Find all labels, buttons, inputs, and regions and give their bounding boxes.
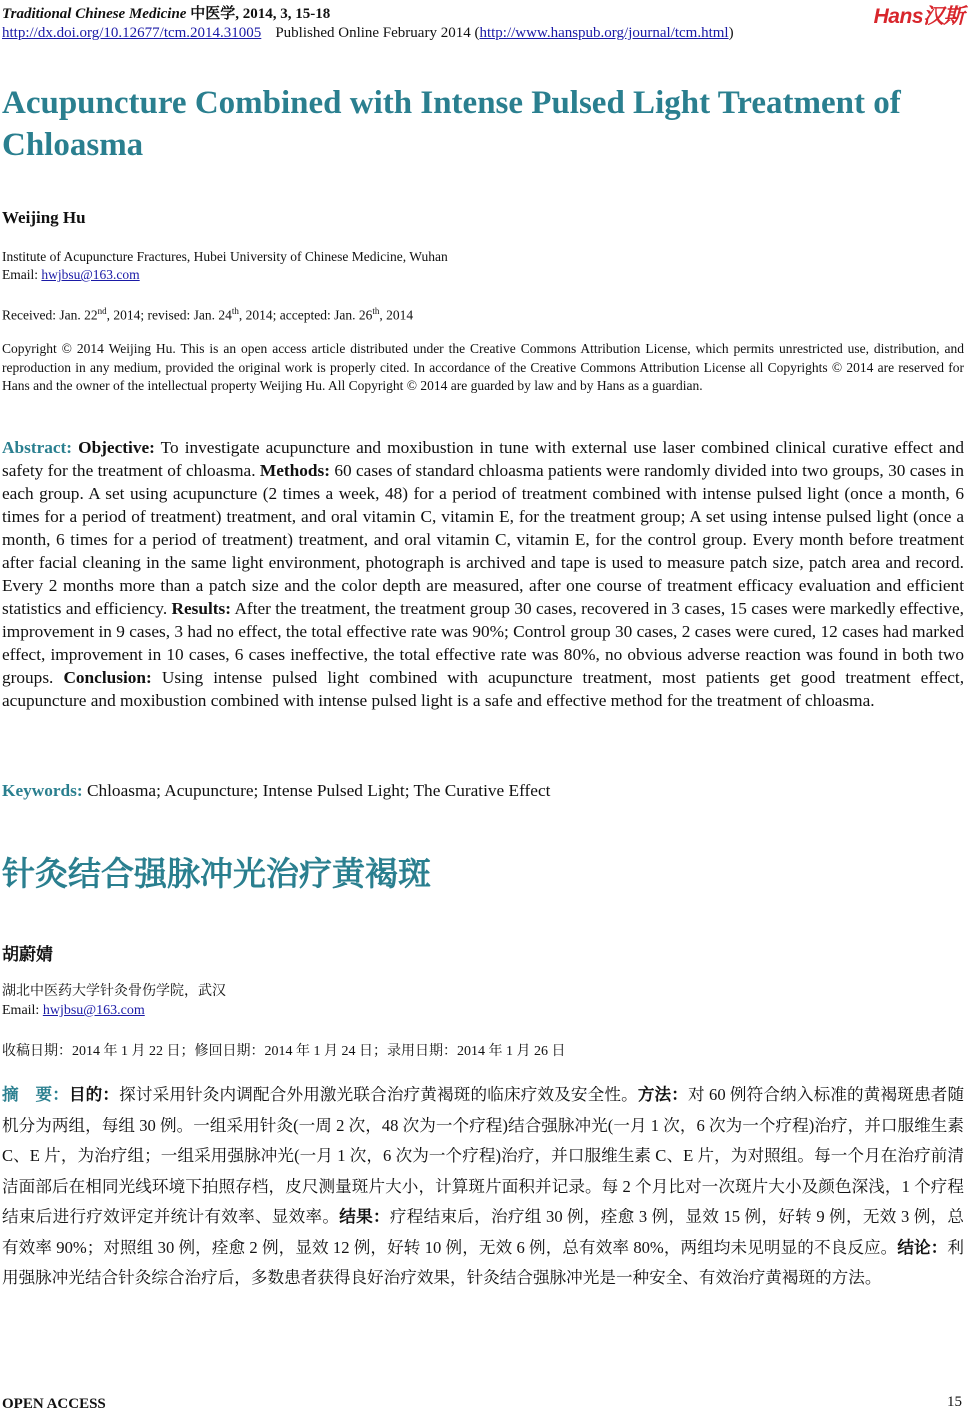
revised-sup: th: [231, 306, 239, 316]
email-link-en[interactable]: hwjbsu@163.com: [41, 267, 140, 282]
dates-suffix: , 2014: [379, 307, 414, 323]
article-title-cn: 针灸结合强脉冲光治疗黄褐斑: [2, 854, 431, 893]
author-cn: 胡蔚婧: [2, 945, 53, 964]
keywords-label: Keywords:: [2, 781, 83, 800]
journal-header: [2, 2, 330, 23]
objective-text: To investigate acupuncture and moxibustion in tune with external use laser combined clinical curative effect and safety for the treatment of chloasma.: [2, 438, 964, 480]
email-line-en: [2, 266, 140, 284]
results-text: After the treatment, the treatment group 30 cases, recovered in 3 cases, 15 cases were markedly effective, improvement in 9 cases, 3 had no effect, the total effective rate was 90%; Control group 30 cases, 2 cases were cured, 12 cases had marked effect, improvement in 10 cases, 6 cases ineffective, the total effective rate was 80%, no obvious adverse reaction was found in both two groups.: [2, 599, 965, 687]
email-link-cn[interactable]: hwjbsu@163.com: [42, 1003, 145, 1018]
dates-en: [2, 302, 413, 325]
results-label: Results:: [171, 599, 232, 618]
affiliation-en: Institute of Acupuncture Fractures, Hubei University of Chinese Medicine, Wuhan: [2, 249, 448, 264]
conclusion-label-cn: 结论：: [897, 1237, 948, 1257]
page-number: 15: [947, 1394, 962, 1410]
email-label: Email:: [2, 267, 42, 282]
abstract-label-cn: 摘 要：: [2, 1085, 69, 1104]
article-title-en: Acupuncture Combined with Intense Pulsed Light Treatment of Chloasma: [2, 85, 901, 163]
received-date: Received: Jan. 22: [2, 307, 98, 323]
journal-citation: , 2014, 3, 15-18: [235, 6, 331, 22]
journal-name: Traditional Chinese Medicine: [2, 6, 187, 22]
dates-cn: 收稿日期：2014 年 1 月 22 日；修回日期：2014 年 1 月 24 日；录用日期：2014 年 1 月 26 日: [2, 1044, 566, 1059]
methods-label-cn: 方法：: [637, 1085, 689, 1104]
methods-text-cn: 对 60 例符合纳入标准的黄褐斑患者随机分为两组，每组 30 例。一组采用针灸(一周 2 次，48 次为一个疗程)结合强脉冲光(一月 1 次，6 次为一个疗程)治疗，并口服维生素 C、E 片，为治疗组；一组采用强脉冲光(一月 1 次，6 次为一个疗程)治疗，并口服维生素 C、E 片，为对照组。每一个月在治疗前清洁面部后在相同光线环境下拍照存档，皮尺测量斑片大小，计算斑片面积并记录。每 2 个月比对一次斑片大小及颜色深浅，1 个疗程结束后进行疗效评定并统计有效率、显效率。: [2, 1085, 965, 1226]
conclusion-text: Using intense pulsed light combined with acupuncture treatment, most patients get good treatment effect, acupuncture and moxibustion combined with intense pulsed light is a safe and effective method for the treatment of chloasma.: [2, 668, 965, 710]
results-label-cn: 结果：: [339, 1207, 390, 1226]
methods-text: 60 cases of standard chloasma patients were randomly divided into two groups, 30 cases in each group. A set using acupuncture (2 times a week, 48) for a period of treatment combined with intense pulsed light (once a month, 6 times for a period of treatment) treatment, and oral vitamin C, vitamin E, for the treatment group; A set using intense pulsed light (once a month, 6 times for a period of treatment) treatment, and oral vitamin C, vitamin E, for the control group. Every month before treatment after facial cleaning in the same light environment, photograph is archived and tape is used to measure patch size, patch area and record. Every 2 months more than a patch size and the color depth are measured, after one course of treatment efficacy evaluation and efficient statistics and efficiency.: [2, 461, 964, 618]
abstract-en: [2, 436, 964, 712]
doi-link[interactable]: http://dx.doi.org/10.12677/tcm.2014.31005: [2, 25, 262, 41]
journal-link[interactable]: http://www.hanspub.org/journal/tcm.html: [479, 25, 729, 41]
objective-text-cn: 探讨采用针灸内调配合外用激光联合治疗黄褐斑的临床疗效及安全性。: [119, 1085, 638, 1104]
affiliation-cn: 湖北中医药大学针灸骨伤学院，武汉: [2, 984, 226, 999]
conclusion-text-cn: 利用强脉冲光结合针灸综合治疗后，多数患者获得良好治疗效果，针灸结合强脉冲光是一种安全、有效治疗黄褐斑的方法。: [2, 1237, 964, 1287]
results-text-cn: 疗程结束后，治疗组 30 例，痊愈 3 例，显效 15 例，好转 9 例，无效 3 例，总有效率 90%；对照组 30 例，痊愈 2 例，显效 12 例，好转 10 例，无效 6 例，总有效率 80%，两组均未见明显的不良反应。: [2, 1207, 965, 1257]
objective-label: Objective:: [78, 438, 155, 457]
email-line-cn: [2, 1001, 145, 1020]
open-access-label: OPEN ACCESS: [2, 1396, 106, 1412]
abstract-label: Abstract:: [2, 438, 73, 457]
email-label-cn: Email:: [2, 1003, 43, 1018]
publication-line: [2, 25, 734, 42]
keywords-en: [2, 781, 550, 801]
received-sup: nd: [97, 306, 107, 316]
keywords-text: Chloasma; Acupuncture; Intense Pulsed Light; The Curative Effect: [86, 781, 551, 800]
accepted-date: , 2014; accepted: Jan. 26: [238, 307, 373, 323]
revised-date: , 2014; revised: Jan. 24: [106, 307, 232, 323]
conclusion-label: Conclusion:: [63, 668, 152, 687]
published-prefix: Published Online February 2014 (: [275, 25, 480, 41]
journal-name-cn: 中医学: [190, 6, 236, 22]
author-en: Weijing Hu: [2, 208, 86, 227]
methods-label: Methods:: [259, 461, 330, 480]
published-suffix: ): [728, 25, 734, 41]
accepted-sup: th: [372, 306, 380, 316]
objective-label-cn: 目的：: [68, 1085, 120, 1104]
hans-logo: Hans汉斯: [873, 5, 964, 28]
abstract-cn: [2, 1080, 964, 1294]
copyright-notice: Copyright © 2014 Weijing Hu. This is an open access article distributed under the Creative Commons Attribution License, which permits unrestricted use, distribution, and reproduction in any medium, provided the original work is properly cited. In accordance of the Creative Commons Attribution License all Copyrights © 2014 are reserved for Hans and the owner of the intellectual property Weijing Hu. All Copyright © 2014 are guarded by law and by Hans as a guardian.: [2, 341, 964, 393]
